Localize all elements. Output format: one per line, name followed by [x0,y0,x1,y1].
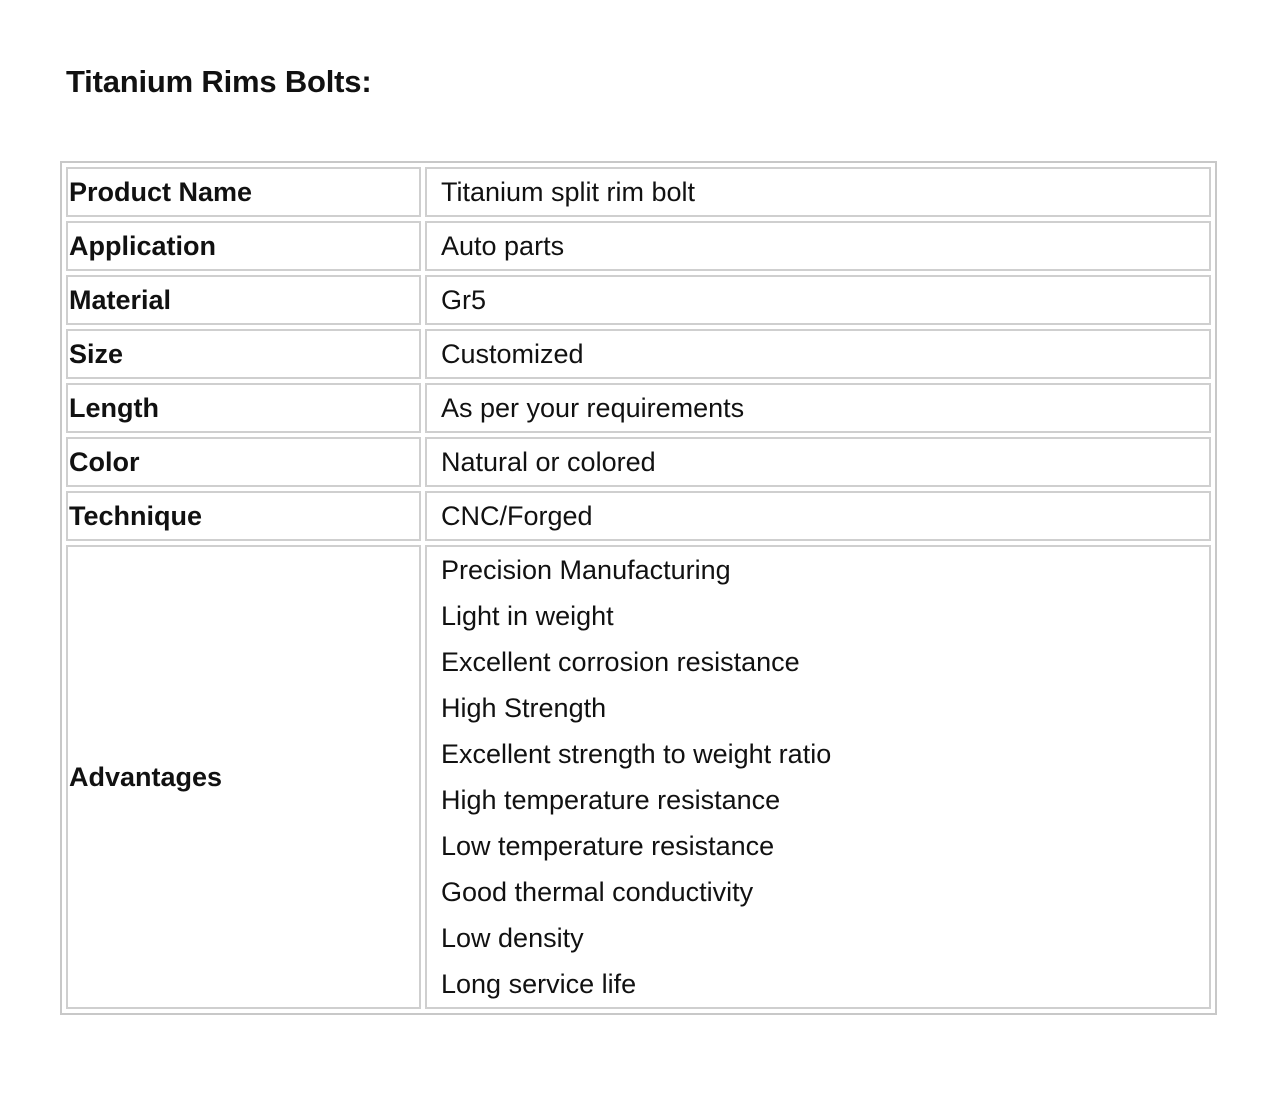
list-item: High Strength [441,693,607,723]
table-row-advantages [66,545,1211,1009]
list-item: Light in weight [441,601,614,631]
list-item: Good thermal conductivity [441,877,754,907]
page-title: Titanium Rims Bolts: [66,64,372,99]
list-item: Excellent strength to weight ratio [441,739,832,769]
row-value: Customized [425,329,1211,379]
table-row-size [66,329,1211,379]
advantages-list [441,547,1209,1007]
list-item: Low density [441,923,584,953]
row-label: Advantages [66,545,421,1009]
table-row-color [66,437,1211,487]
list-item: Excellent corrosion resistance [441,647,800,677]
row-value: Titanium split rim bolt [425,167,1211,217]
row-label: Product Name [66,167,421,217]
row-label: Size [66,329,421,379]
table-row-length [66,383,1211,433]
row-value: As per your requirements [425,383,1211,433]
table-row-application [66,221,1211,271]
row-label: Length [66,383,421,433]
row-value: Auto parts [425,221,1211,271]
row-value: Natural or colored [425,437,1211,487]
row-label: Material [66,275,421,325]
table-row-technique [66,491,1211,541]
list-item: Precision Manufacturing [441,555,731,585]
table-row-material [66,275,1211,325]
list-item: Long service life [441,969,637,999]
row-label: Application [66,221,421,271]
spec-table [60,161,1217,1015]
row-label: Color [66,437,421,487]
advantages-cell [425,545,1211,1009]
row-value: Gr5 [425,275,1211,325]
row-value: CNC/Forged [425,491,1211,541]
list-item: Low temperature resistance [441,831,775,861]
row-label: Technique [66,491,421,541]
table-row-product-name [66,167,1211,217]
list-item: High temperature resistance [441,785,781,815]
